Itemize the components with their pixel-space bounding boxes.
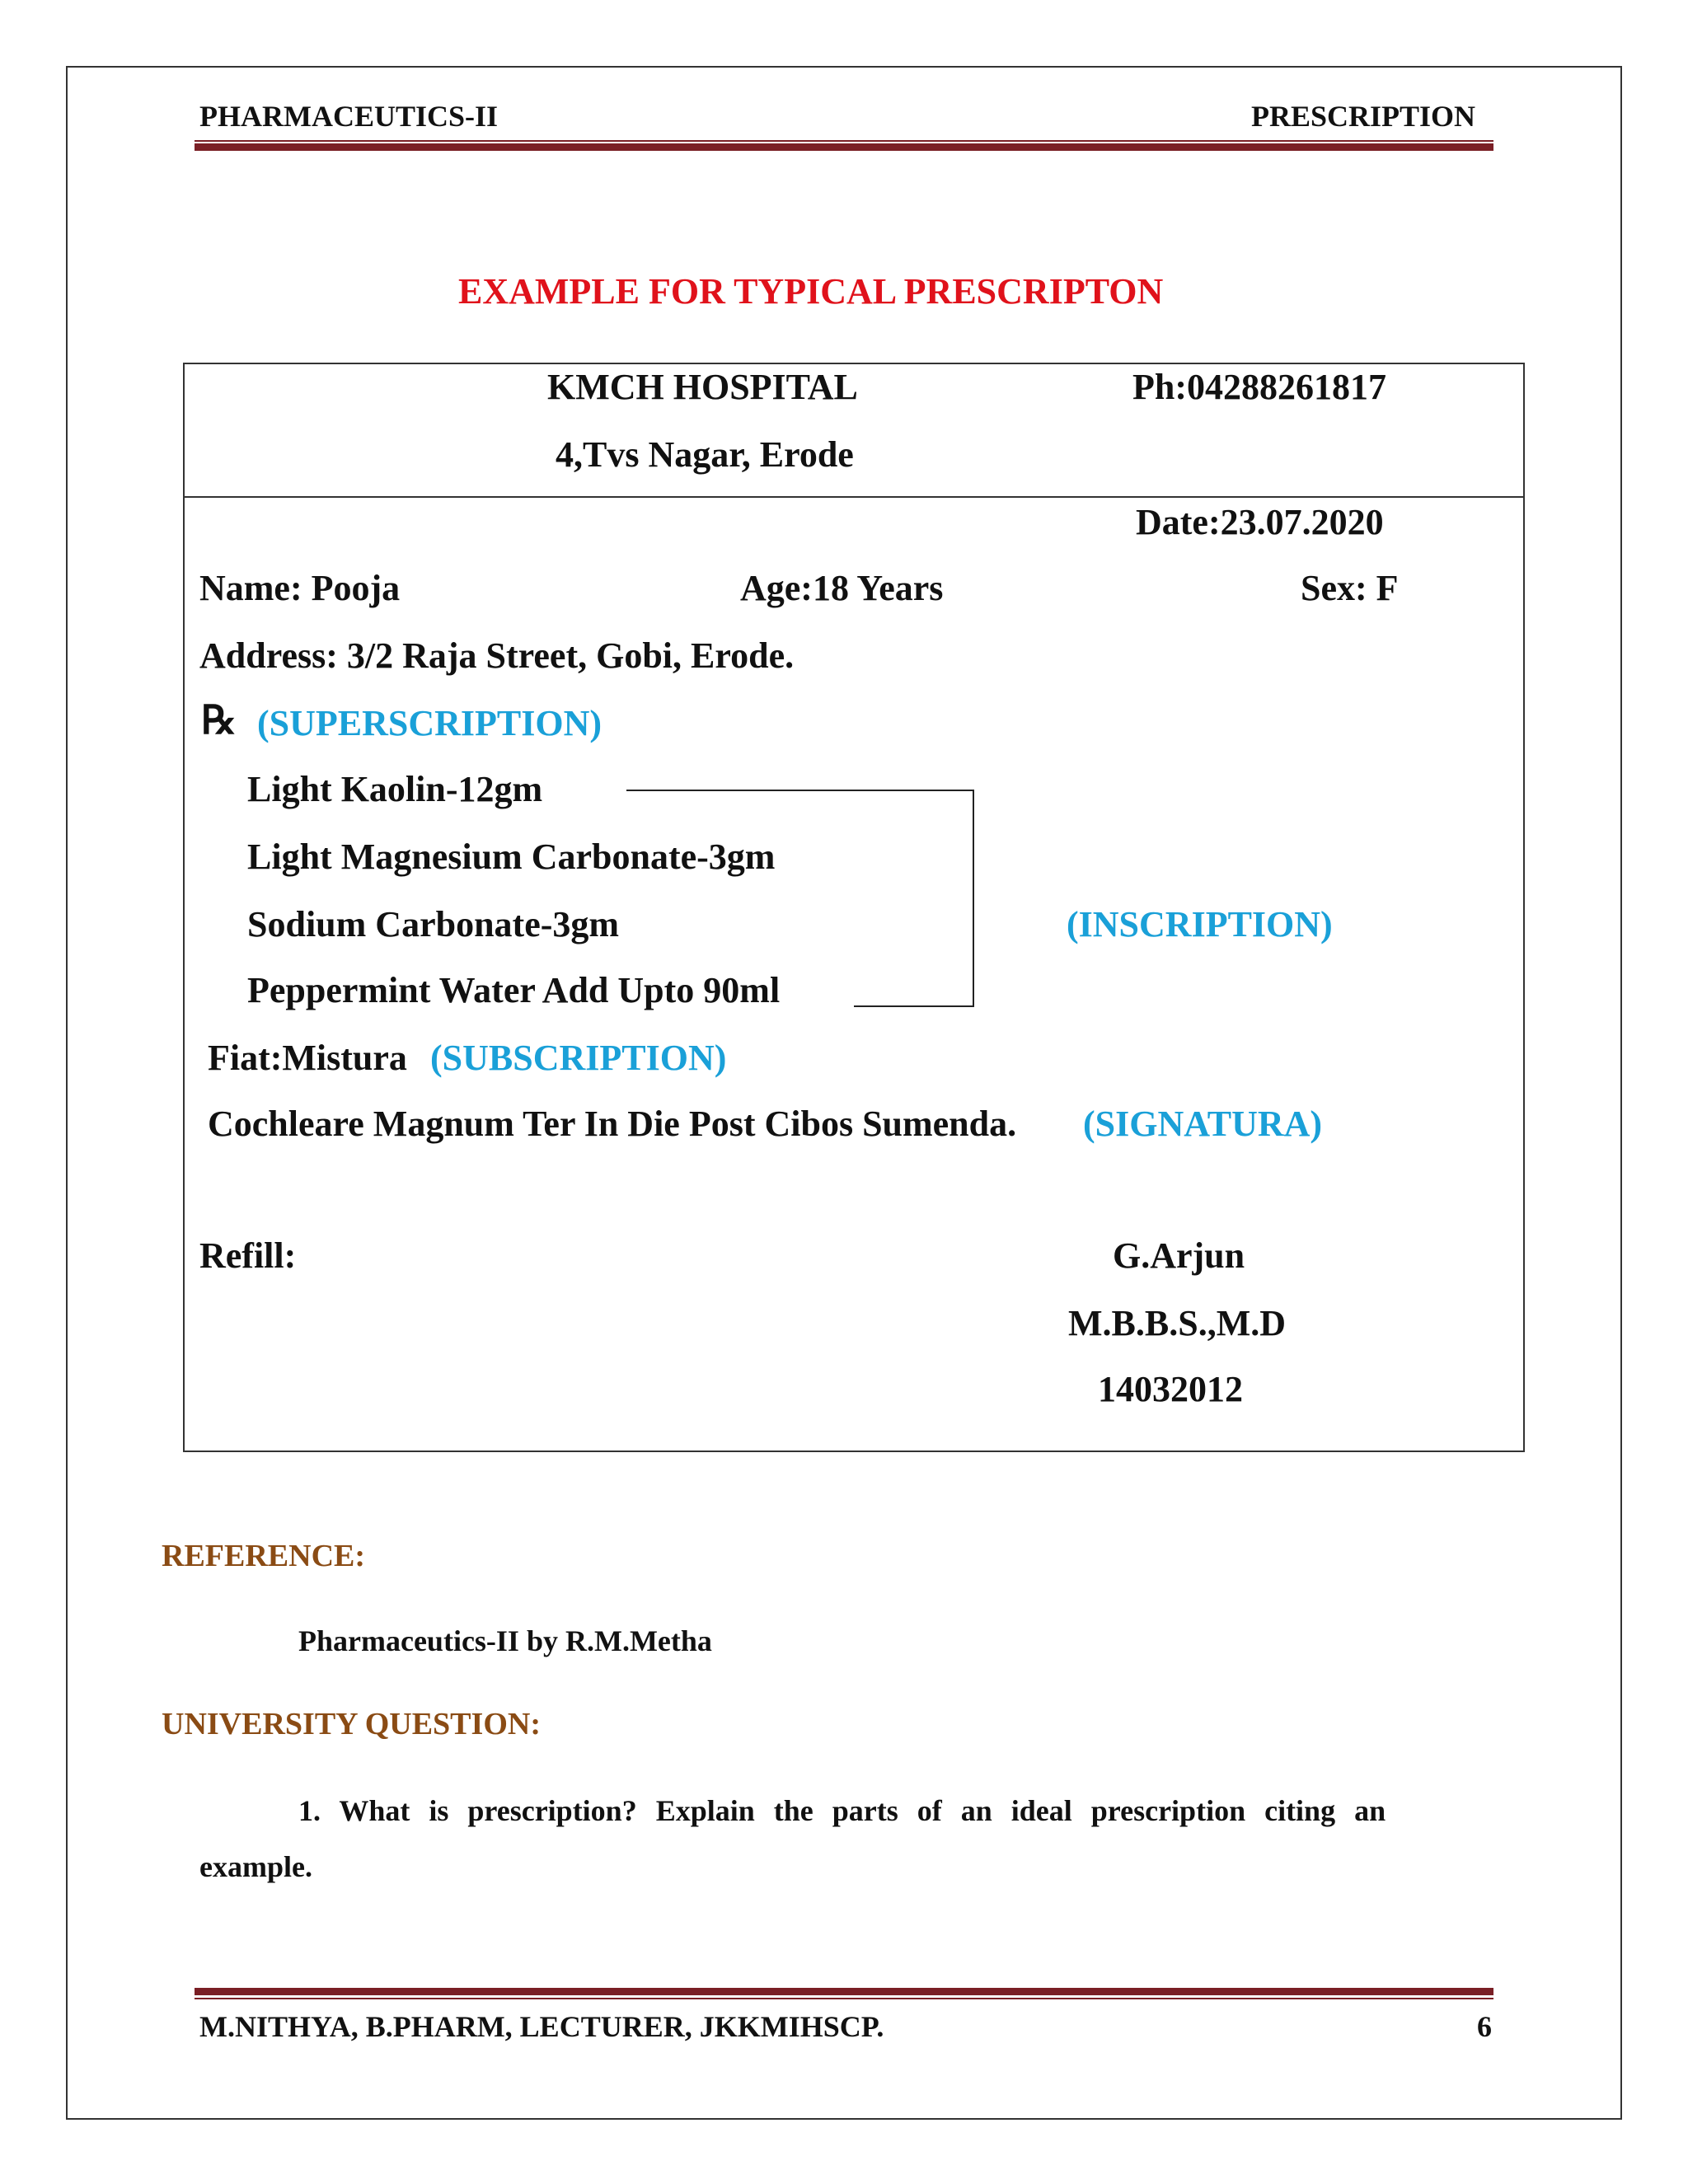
superscription-label: (SUPERSCRIPTION) (257, 703, 603, 743)
reference-text: Pharmaceutics-II by R.M.Metha (298, 1624, 712, 1657)
prescription-date: Date:23.07.2020 (1136, 502, 1384, 542)
ingredient-2: Light Magnesium Carbonate-3gm (247, 837, 776, 877)
signatura-label: (SIGNATURA) (1083, 1104, 1323, 1144)
prescription-header-divider (183, 496, 1525, 498)
ingredient-1: Light Kaolin-12gm (247, 769, 543, 809)
header-rule-thin (195, 140, 1493, 142)
footer-rule-thin (195, 1998, 1493, 1999)
university-question-line1: 1. What is prescription? Explain the parts of an ideal prescription citing an (298, 1794, 1386, 1827)
footer-rule-thick (195, 1988, 1493, 1995)
doctor-degree: M.B.B.S.,M.D (1068, 1303, 1286, 1343)
patient-sex: Sex: F (1301, 568, 1399, 608)
hospital-name: KMCH HOSPITAL (547, 367, 858, 407)
patient-address: Address: 3/2 Raja Street, Gobi, Erode. (199, 635, 795, 676)
inscription-bracket-top (626, 790, 974, 791)
inscription-label: (INSCRIPTION) (1067, 904, 1333, 944)
header-right: PRESCRIPTION (1250, 100, 1475, 133)
refill-label: Refill: (199, 1235, 297, 1276)
signa-text: Cochleare Magnum Ter In Die Post Cibos Sumenda. (208, 1104, 1017, 1144)
header-rule-thick (195, 143, 1493, 151)
inscription-bracket-vertical (973, 790, 974, 1007)
header-left: PHARMACEUTICS-II (199, 100, 499, 133)
page-number: 6 (1477, 2010, 1492, 2043)
doctor-registration: 14032012 (1098, 1369, 1243, 1409)
patient-age: Age:18 Years (740, 568, 944, 608)
footer-author: M.NITHYA, B.PHARM, LECTURER, JKKMIHSCP. (199, 2010, 884, 2043)
patient-name: Name: Pooja (199, 568, 401, 608)
fiat-text: Fiat:Mistura (208, 1038, 407, 1078)
university-question-heading: UNIVERSITY QUESTION: (162, 1707, 541, 1741)
university-question-line2: example. (199, 1850, 312, 1883)
hospital-address: 4,Tvs Nagar, Erode (556, 434, 854, 475)
rx-symbol-icon: ℞ (201, 699, 237, 743)
doctor-name: G.Arjun (1113, 1235, 1245, 1276)
inscription-bracket-bottom (854, 1005, 974, 1007)
page-title: EXAMPLE FOR TYPICAL PRESCRIPTON (458, 271, 1164, 312)
subscription-label: (SUBSCRIPTION) (430, 1038, 727, 1078)
hospital-phone: Ph:04288261817 (1132, 367, 1386, 407)
ingredient-4: Peppermint Water Add Upto 90ml (247, 970, 781, 1010)
ingredient-3: Sodium Carbonate-3gm (247, 904, 620, 944)
reference-heading: REFERENCE: (162, 1539, 366, 1573)
